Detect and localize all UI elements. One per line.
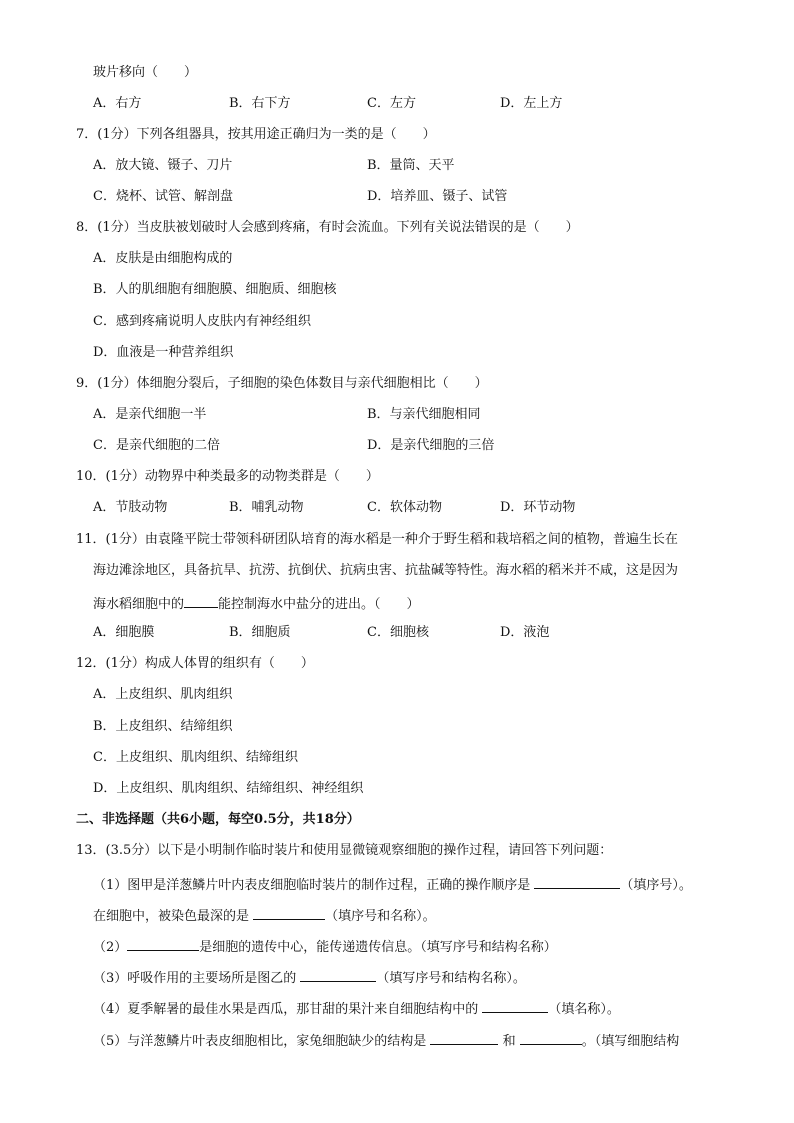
section-2-heading: 二、非选择题（共6小题，每空0.5分，共18分）: [76, 812, 360, 827]
q11-option-b: B．细胞质: [229, 625, 291, 640]
q13-p5-and: 和: [502, 1034, 516, 1049]
q13-p4-text: （4）夏季解暑的最佳水果是西瓜，那甘甜的果汁来自细胞结构中的: [93, 1002, 479, 1017]
q13-p5-text: （5）与洋葱鳞片叶表皮细胞相比，家兔细胞缺少的结构是: [93, 1034, 427, 1049]
q8-option-a: A．皮肤是由细胞构成的: [93, 251, 233, 266]
question-10-stem: 10．(1分）动物界中种类最多的动物类群是（ ）: [76, 469, 379, 484]
q13-p5-answer-blank-2: [520, 1030, 582, 1045]
question-11-stem-line1: 11．(1分）由袁隆平院士带领科研团队培育的海水稻是一种介于野生稻和栽培稻之间的植物，普遍生长在: [76, 532, 678, 547]
q13-p3-suffix: （填写序号和结构名称）。: [376, 971, 526, 986]
question-7-stem: 7．(1分）下列各组器具，按其用途正确归为一类的是（ ）: [76, 127, 436, 142]
q13-p1-text2: 在细胞中，被染色最深的是: [93, 909, 250, 924]
q12-option-a: A．上皮组织、肌肉组织: [93, 687, 233, 702]
q12-option-c: C．上皮组织、肌肉组织、结缔组织: [93, 750, 298, 765]
q8-option-c: C．感到疼痛说明人皮肤内有神经组织: [93, 314, 311, 329]
question-9-stem: 9．(1分）体细胞分裂后，子细胞的染色体数目与亲代细胞相比（ ）: [76, 376, 488, 391]
q9-option-b: B．与亲代细胞相同: [367, 407, 481, 422]
q8-option-b: B．人的肌细胞有细胞膜、细胞质、细胞核: [93, 282, 337, 297]
question-12-stem: 12．(1分）构成人体胃的组织有（ ）: [76, 656, 314, 671]
q13-part1-line1: [93, 874, 692, 895]
q13-p1-answer-blank: [534, 874, 620, 889]
q6-option-d: D．左上方: [500, 96, 563, 111]
q13-p3-text: （3）呼吸作用的主要场所是图乙的: [93, 971, 297, 986]
q11-option-d: D．液泡: [500, 625, 550, 640]
q13-p5-suffix: 。（填写细胞结构: [581, 1034, 680, 1049]
q13-p1-suffix2: （填序号和名称）。: [325, 909, 436, 924]
q13-p2-answer-blank: [127, 936, 199, 951]
q13-part2: [93, 936, 557, 957]
q9-option-a: A．是亲代细胞一半: [93, 407, 207, 422]
q13-p5-answer-blank-1: [430, 1030, 498, 1045]
q13-part1-line2: [93, 905, 436, 926]
q9-option-c: C．是亲代细胞的二倍: [93, 438, 220, 453]
q10-option-d: D．环节动物: [500, 500, 576, 515]
q13-part5: [93, 1030, 679, 1051]
q11-option-c: C．细胞核: [367, 625, 429, 640]
q8-option-d: D．血液是一种营养组织: [93, 345, 234, 360]
q13-p1-suffix: （填序号）。: [620, 878, 692, 893]
q10-option-b: B．哺乳动物: [229, 500, 304, 515]
q13-part3: [93, 967, 526, 988]
question-8-stem: 8．(1分）当皮肤被划破时人会感到疼痛，有时会流血。下列有关说法错误的是（ ）: [76, 220, 579, 235]
q13-p2-text: 是细胞的遗传中心，能传递遗传信息。（填写序号和结构名称）: [199, 940, 557, 955]
q7-option-d: D．培养皿、镊子、试管: [367, 189, 508, 204]
question-11-stem-line2: 海边滩涂地区，具备抗旱、抗涝、抗倒伏、抗病虫害、抗盐碱等特性。海水稻的稻米并不咸，这是因为: [93, 563, 679, 578]
q13-p4-answer-blank: [482, 998, 548, 1013]
q6-option-b: B．右下方: [229, 96, 291, 111]
q13-p3-answer-blank: [300, 967, 376, 982]
q9-option-d: D．是亲代细胞的三倍: [367, 438, 495, 453]
q12-option-d: D．上皮组织、肌肉组织、结缔组织、神经组织: [93, 781, 364, 796]
q7-option-b: B．量筒、天平: [367, 158, 455, 173]
q13-p4-suffix: （填名称）。: [548, 1002, 620, 1017]
q6-option-c: C．左方: [367, 96, 416, 111]
q12-option-b: B．上皮组织、结缔组织: [93, 719, 233, 734]
q13-p1-answer-blank-2: [253, 905, 325, 920]
q13-p1-text: （1）图甲是洋葱鳞片叶内表皮细胞临时装片的制作过程，正确的操作顺序是: [93, 878, 531, 893]
q10-option-a: A．节肢动物: [93, 500, 168, 515]
q6-option-a: A．右方: [93, 96, 142, 111]
q11-answer-blank: [184, 593, 218, 608]
q7-option-c: C．烧杯、试管、解剖盘: [93, 189, 233, 204]
q13-part4: [93, 998, 620, 1019]
q7-option-a: A．放大镜、镊子、刀片: [93, 158, 233, 173]
q11-text-before-blank: 海水稻细胞中的: [93, 597, 185, 612]
q11-text-after-blank: 能控制海水中盐分的进出。（ ）: [218, 597, 420, 612]
question-11-stem-line3: [93, 593, 420, 614]
q13-p2-label: （2）: [93, 940, 128, 955]
q11-option-a: A．细胞膜: [93, 625, 155, 640]
q10-option-c: C．软体动物: [367, 500, 442, 515]
question-13-stem: 13．(3.5分）以下是小明制作临时装片和使用显微镜观察细胞的操作过程，请回答下列问题：: [76, 843, 613, 858]
question-6-continuation: 玻片移向（ ）: [93, 65, 198, 80]
